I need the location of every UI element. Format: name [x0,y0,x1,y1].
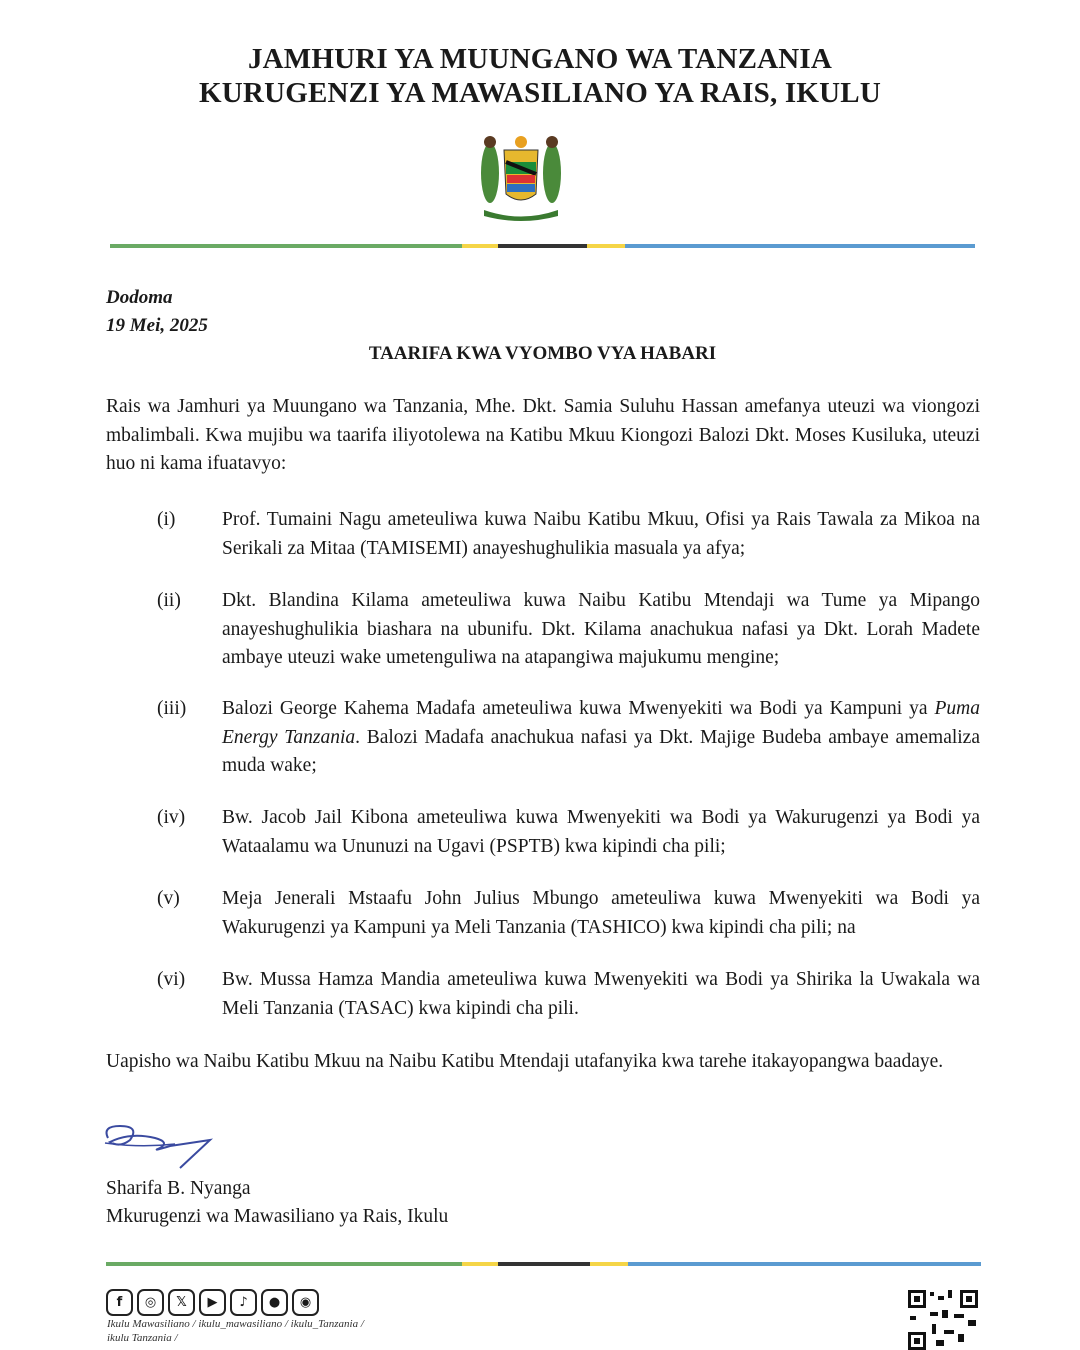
list-item [106,695,980,781]
x-icon[interactable]: 𝕏 [168,1289,195,1316]
header-flag-rule [110,244,975,248]
item-text: Bw. Jacob Jail Kibona ameteuliwa kuwa Mwenyekiti wa Bodi ya Wakurugenzi ya Bodi ya Wataalamu wa Ununuzi na Ugavi (PSPTB) kwa kipindi cha pili; [222,807,980,857]
list-item [106,885,980,942]
item-text-pre: Balozi George Kahema Madafa ameteuliwa kuwa Mwenyekiti wa Bodi ya Kampuni ya [222,698,935,719]
social-handles: Ikulu Mawasiliano / ikulu_mawasiliano / ikulu_Tanzania / ikulu Tanzania / [107,1318,364,1344]
item-text: Prof. Tumaini Nagu ameteuliwa kuwa Naibu Katibu Mkuu, Ofisi ya Rais Tawala za Mikoa na Serikali za Mitaa (TAMISEMI) anayeshughulikia masuala ya afya; [222,509,980,559]
item-text [222,695,980,781]
item-number: (v) [157,888,180,909]
item-number: (iii) [157,698,187,719]
item-number: (i) [157,509,176,530]
list-item [106,966,980,1023]
footer-flag-rule [106,1262,981,1266]
company-name: Puma Energy Tanzania [222,698,980,748]
item-number: (iv) [157,807,186,828]
facebook-icon[interactable]: f [106,1289,133,1316]
item-text-post: . Balozi Madafa anachukua nafasi ya Dkt. Majige Budeba ambaye amemaliza muda wake; [222,726,980,776]
instagram-icon[interactable]: ◎ [137,1289,164,1316]
signatory-title: Mkurugenzi wa Mawasiliano ya Rais, Ikulu [106,1206,449,1227]
date: 19 Mei, 2025 [106,315,208,336]
signatory-name: Sharifa B. Nyanga [106,1178,251,1199]
item-number: (ii) [157,590,181,611]
item-text: Bw. Mussa Hamza Mandia ameteuliwa kuwa Mwenyekiti wa Bodi ya Shirika la Uwakala wa Meli Tanzania (TASAC) kwa kipindi cha pili. [222,969,980,1019]
list-item [106,506,980,563]
spotify-icon[interactable]: ● [261,1289,288,1316]
list-item [106,587,980,673]
item-text: Dkt. Blandina Kilama ameteuliwa kuwa Naibu Katibu Mtendaji wa Tume ya Mipango anayeshughulikia biashara na ubunifu. Dkt. Kilama anachukua nafasi ya Dkt. Lorah Madete ambaye uteuzi wake umetenguliwa na atapangiwa majukumu mengine; [222,590,980,668]
youtube-icon[interactable]: ▶ [199,1289,226,1316]
header-line2: KURUGENZI YA MAWASILIANO YA RAIS, IKULU [199,77,881,109]
closing-paragraph: Uapisho wa Naibu Katibu Mkuu na Naibu Katibu Mtendaji utafanyika kwa tarehe itakayopangwa baadaye. [106,1051,944,1072]
item-text: Meja Jenerali Mstaafu John Julius Mbungo ameteuliwa kuwa Mwenyekiti wa Bodi ya Wakurugenzi ya Kampuni ya Meli Tanzania (TASHICO) kwa kipindi cha pili; na [222,888,980,938]
list-item [106,804,980,861]
coat-of-arms-emblem [472,128,570,226]
intro-paragraph: Rais wa Jamhuri ya Muungano wa Tanzania, Mhe. Dkt. Samia Suluhu Hassan amefanya uteuzi wa viongozi mbalimbali. Kwa mujibu wa taarifa iliyotolewa na Katibu Mkuu Kiongozi Balozi Dkt. Moses Kusiluka, uteuzi huo ni kama ifuatavyo: [106,396,980,474]
podcast-icon[interactable]: ◉ [292,1289,319,1316]
qr-code[interactable] [908,1290,978,1350]
place: Dodoma [106,287,173,308]
document-title: TAARIFA KWA VYOMBO VYA HABARI [368,343,717,364]
tiktok-icon[interactable]: ♪ [230,1289,257,1316]
header-line1: JAMHURI YA MUUNGANO WA TANZANIA [247,43,833,75]
item-number: (vi) [157,969,186,990]
signature [100,1118,220,1173]
social-icons [106,1289,319,1316]
